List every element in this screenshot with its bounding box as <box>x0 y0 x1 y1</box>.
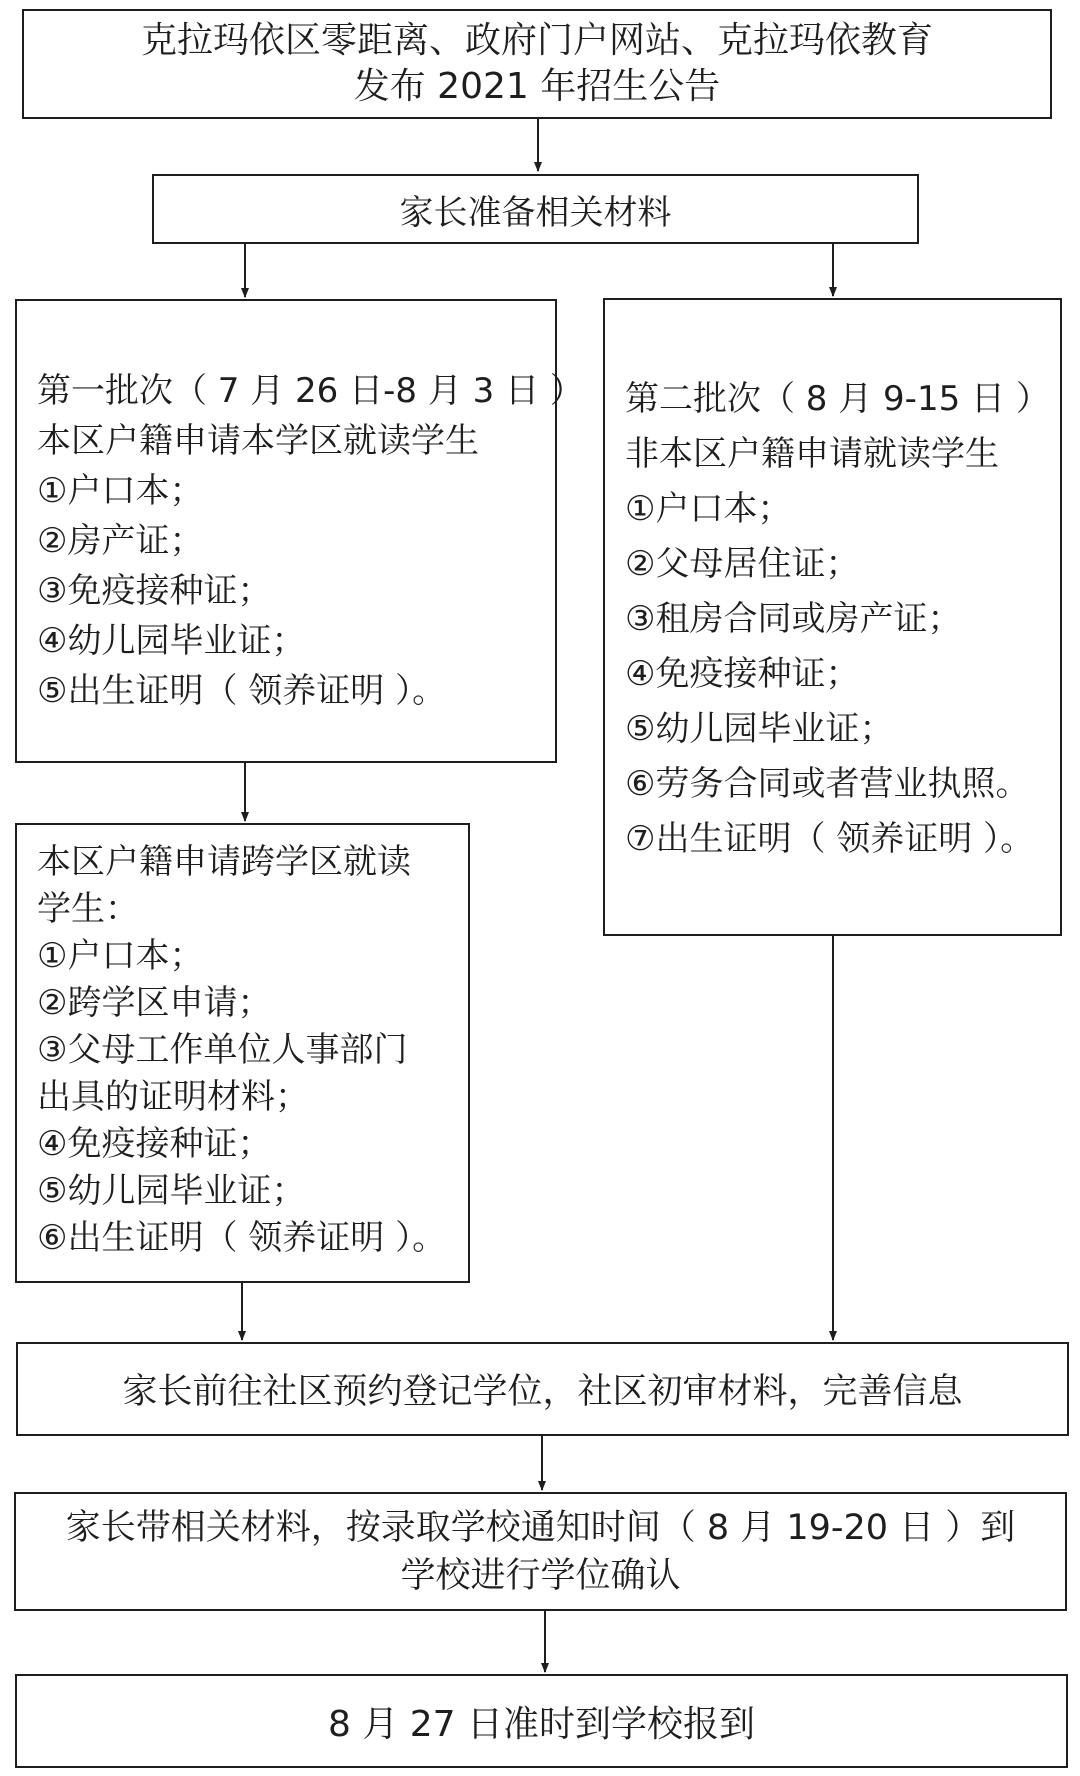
batch1-title: 第一批次（ 7 月 26 日-8 月 3 日 ） <box>37 371 584 411</box>
batch1-item: ①户口本； <box>37 471 204 511</box>
batch2-item: ①户口本； <box>625 489 792 529</box>
report-text: 8 月 27 日准时到学校报到 <box>327 1703 756 1745</box>
batch2-item: ②父母居住证； <box>625 544 860 584</box>
register-box <box>16 1342 1069 1436</box>
register-text: 家长前往社区预约登记学位，社区初审材料，完善信息 <box>122 1372 963 1412</box>
cross-district-box <box>15 823 470 1283</box>
cross-district-item: ④免疫接种证； <box>37 1124 272 1164</box>
cross-district-title: 本区户籍申请跨学区就读 <box>37 842 411 882</box>
confirm-box <box>14 1492 1067 1611</box>
prepare-materials-box <box>152 174 919 244</box>
announcement-line-1: 克拉玛依区零距离、政府门户网站、克拉玛依教育 <box>140 20 933 61</box>
batch1-item: ②房产证； <box>37 521 204 561</box>
batch1-item: ⑤出生证明（ 领养证明 ）。 <box>37 671 447 711</box>
confirm-line-2: 学校进行学位确认 <box>400 1555 681 1596</box>
cross-district-item: ②跨学区申请； <box>37 983 272 1023</box>
batch1-subtitle: 本区户籍申请本学区就读学生 <box>37 421 479 461</box>
batch1-item: ④幼儿园毕业证； <box>37 621 306 661</box>
batch2-subtitle: 非本区户籍申请就读学生 <box>625 434 999 474</box>
batch1-box <box>15 299 584 763</box>
cross-district-item: 出具的证明材料； <box>37 1077 309 1117</box>
cross-district-item: ③父母工作单位人事部门 <box>37 1030 408 1070</box>
cross-district-item: ⑥出生证明（ 领养证明 ）。 <box>37 1218 447 1258</box>
prepare-materials-text: 家长准备相关材料 <box>399 192 672 233</box>
batch1-item: ③免疫接种证； <box>37 571 272 611</box>
report-box <box>15 1674 1068 1768</box>
batch2-item: ⑥劳务合同或者营业执照。 <box>625 764 1030 804</box>
batch2-item: ④免疫接种证； <box>625 654 860 694</box>
announcement-box <box>22 9 1052 119</box>
cross-district-item: ①户口本； <box>37 936 204 976</box>
cross-district-item: ⑤幼儿园毕业证； <box>37 1171 306 1211</box>
batch2-item: ③租房合同或房产证； <box>625 599 962 639</box>
announcement-line-2: 发布 2021 年招生公告 <box>353 66 721 107</box>
cross-district-title-cont: 学生： <box>37 889 139 929</box>
batch2-item: ⑤幼儿园毕业证； <box>625 709 894 749</box>
batch2-title: 第二批次（ 8 月 9-15 日 ） <box>625 379 1050 419</box>
batch2-item: ⑦出生证明（ 领养证明 ）。 <box>625 819 1035 859</box>
batch2-box <box>603 298 1062 936</box>
confirm-line-1: 家长带相关材料，按录取学校通知时间（ 8 月 19-20 日 ）到 <box>65 1507 1016 1548</box>
